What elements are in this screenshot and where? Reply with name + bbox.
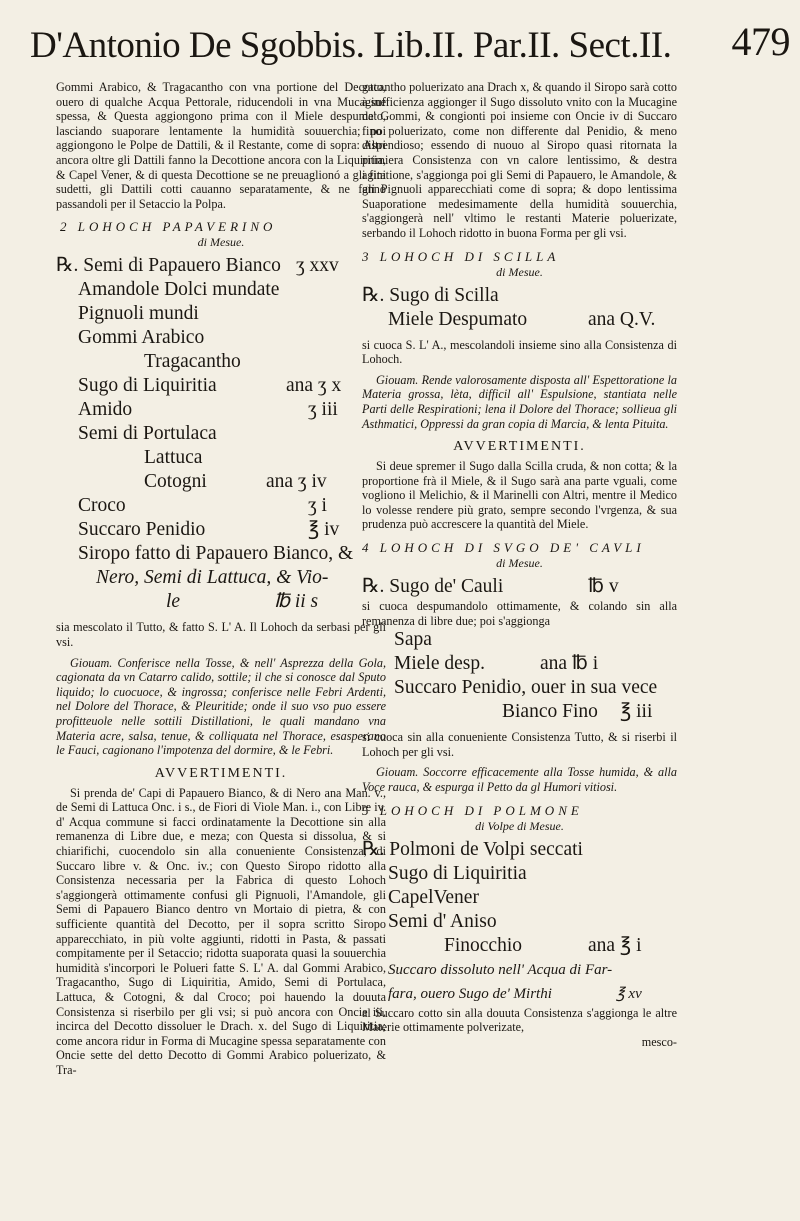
ingredient-dose: ana ℔ i xyxy=(540,653,599,675)
section-subtitle: di Mesue. xyxy=(197,235,245,250)
ingredient-name: Sugo di Liquiritia xyxy=(78,375,217,397)
ingredient-dose: ana ℥ i xyxy=(588,934,642,956)
catchword: mesco- xyxy=(641,1034,677,1049)
avvertimenti-paragraph: Si prenda de' Capi di Papauero Bianco, & di Nero ana Man. v., de Semi di Lattuca Onc. i s., de Fiori di Viole Man. i., con Libre iv. d' Acqua commune si facci ordinatamente la Decottione sin alla remanenza di Libre due, e meza; con Questa si dissolua, & si chiarifichi, cuocendolo sin alla conueniente Consistenza, di Succaro libre v. & Onc. iv.; con Questo Siropo ridotto alla Consistenza necessaria per la Fabrica di questo Lohoch s'aggiongerà ottimamente confusi gli Pignuoli, l'Amandole, gli Semi di Papauero Bianco dentro vn Mortaio di pietra, & con sufficiente quantità del Decotto, per il sopra scritto Siropo apparecchiato, in più volte aggiunti, ridotti in Pasta, & passati compitamente per il Setaccio; ridotta suaporata quasi la souuerchia humidità s'incorpori le Polueri fatte S. L' A. dal Gommi Arabico, Tragacantho, Sugo di Liquiritia, Amido, Semi di Portulaca, Lattuca, & Cotogni, & dal Croco; poi hauendo la douuta Consistenza si riserbilo per gli vsi; si può ancora con Oncie iii. incirca del Decotto dissoluer le Drach. x. del Sugo di Liquiritia; come ancora ridur in Forma di Mucagine spessa separatamente con Oncie sette del detto Decotto di Gommi Arabico poluerizato, & Tra- xyxy=(56,785,386,1077)
recipe-line xyxy=(56,302,386,326)
recipe-line xyxy=(362,958,677,982)
recipe-line xyxy=(362,934,677,958)
ingredient-name: Succaro Penidio xyxy=(78,519,206,541)
recipe-line xyxy=(56,470,386,494)
avvertimenti-paragraph: Si deue spremer il Sugo dalla Scilla cruda, & non cotta; & la proportione frà il Miele, & il Sugo sarà ana parte vguali, come vogliono il Melichio, & il Marinelli con Altri, mentre il Medico lo volesse rendere più grato, sempre secondo l'vrgenza, & sua prudenza può accrescere la quantità del Miele. xyxy=(362,459,677,532)
recipe-line xyxy=(362,284,677,308)
ingredient-name: Sugo di Liquiritia xyxy=(388,862,527,884)
ingredient-name: Lattuca xyxy=(144,447,203,469)
ingredient-name: Amandole Dolci mundate xyxy=(78,279,280,301)
avvertimenti-heading: AVVERTIMENTI. xyxy=(453,439,586,455)
recipe-line xyxy=(56,566,386,590)
recipe-line xyxy=(56,422,386,446)
recipe-line xyxy=(362,982,677,1006)
giouamento-paragraph: Giouam. Conferisce nella Tosse, & nell' Asprezza della Gola, cagionata da vn Catarro calido, sottile; il che si conosce dal Sputo liquido; lo cuocuoce, & ingrossa; conferisce nelle Febri Ardenti, nel Dolore del Thorace, & Pleuritide; onde il suo vso puo essere profitteuole nelle sottili Distillationi, le quali mandano vna Materia acre, salsa, tenue, & colliquata nel Thorace, esasperano le Fauci, cagionano l'impotenza del dormire, & le Febri. xyxy=(56,655,386,758)
ingredient-name: Pignuoli mundi xyxy=(78,303,199,325)
ingredient-name: Siropo fatto di Papauero Bianco, & xyxy=(78,543,354,565)
section-title-lohoch-cauli: 4 LOHOCH DI SVGO DE' CAVLI xyxy=(362,540,645,556)
giouamento-paragraph: Giouam. Soccorre efficacemente alla Tosse humida, & alla Voce rauca, & espurga il Petto da gl Humori vitiosi. xyxy=(362,765,677,795)
ingredient-dose: ʒ iii xyxy=(308,399,338,421)
ingredient-name: CapelVener xyxy=(388,886,479,908)
ingredient-name: Amido xyxy=(78,399,133,421)
recipe-line xyxy=(56,278,386,302)
recipe-line xyxy=(362,652,677,676)
recipe-line xyxy=(56,494,386,518)
recipe-line xyxy=(362,308,677,332)
recipe-line xyxy=(56,374,386,398)
ingredient-name: Miele Despumato xyxy=(388,308,528,330)
running-header xyxy=(30,19,790,74)
section-subtitle: di Mesue. xyxy=(496,556,543,571)
avvertimenti-heading: AVVERTIMENTI. xyxy=(154,765,288,781)
ingredient-name: ℞. Polmoni de Volpi seccati xyxy=(362,838,583,860)
ingredient-name: Semi d' Aniso xyxy=(388,910,497,932)
ingredient-name: Finocchio xyxy=(444,934,522,956)
ingredient-dose: ana ʒ iv xyxy=(266,471,327,493)
right-column xyxy=(362,80,677,1049)
recipe-line xyxy=(362,910,677,934)
recipe-list-papaverino xyxy=(56,254,386,614)
recipe-line xyxy=(56,326,386,350)
section-subtitle: di Volpe di Mesue. xyxy=(475,818,564,833)
ingredient-name: Succaro Penidio, ouer in sua vece xyxy=(394,677,658,699)
recipe-line xyxy=(56,446,386,470)
ingredient-dose: ℔ ii s xyxy=(274,591,319,613)
ingredient-name: ℞. Sugo di Scilla xyxy=(362,284,499,306)
ingredient-name: Bianco Fino xyxy=(502,701,598,723)
ingredient-name: Semi di Portulaca xyxy=(78,423,217,445)
right-intro-paragraph: gacantho poluerizato ana Drach x, & quando il Siropo sarà cotto à sufficienza aggionger il Sugo dissoluto vnito con la Mucagine de' Gommi, & congionti poi insieme con Oncie iv di Succaro fino poluerizato, come non differente dal Penidio, & meno dispendioso; essendo di nuouo al Siropo quasi ritornata la primiera Consistenza con vn calore lentissimo, & destra agitatione, s'aggionga poi gli Semi di Papauero, le Amandole, & gli Pignuoli apparecchiati come di sopra; & dopo lentissima Suaporatione medesimamente della humidità souuerchia, s'aggiongerà nell' vltimo le restanti Materie poluerizate, serbando il Lohoch ridotto in buona Forma per gli vsi. xyxy=(362,80,677,240)
left-intro-paragraph: Gommi Arabico, & Tragacantho con vna portione del Decotto, ouero di qualche Acqua Pettorale, riducendoli in vna Mucagine spessa, & Questa aggiongono prima con il Miele despumato, lasciando suaporare lentamente la humidità souuerchia; poi aggiongono le Polpe de Dattili, & il Restante, come di sopra: Altri ancora oltre gli Dattili fanno la Decottione ancora con la Liquiritia, & Capel Vener, & di questa Decottione se ne preuaglionó a gli fini sudetti, gli Dattili cotti cauanno separatamente, & ne fanno passandoli per il Setaccio la Polpa. xyxy=(56,80,386,211)
recipe-line xyxy=(362,862,677,886)
ingredient-name: Nero, Semi di Lattuca, & Vio- xyxy=(96,567,329,589)
recipe-line xyxy=(56,350,386,374)
recipe-line xyxy=(362,676,677,700)
recipe-line xyxy=(362,838,677,862)
recipe-line xyxy=(362,628,677,652)
mix-instruction: si cuoca S. L' A., mescolandoli insieme sino alla Consistenza di Lohoch. xyxy=(362,337,677,367)
section-title-lohoch-polmone: 5 LOHOCH DI POLMONE xyxy=(362,802,583,818)
ingredient-dose: ℥ iii xyxy=(620,701,653,723)
ingredient-name: Sapa xyxy=(394,629,432,651)
section-title-lohoch-papaverino: 2 LOHOCH PAPAVERINO xyxy=(60,219,277,235)
ingredient-dose: ℥ xv xyxy=(616,985,642,1002)
recipe-line xyxy=(56,590,386,614)
ingredient-name: Tragacantho xyxy=(144,351,241,373)
page-number: 479 xyxy=(731,19,790,64)
recipe-line xyxy=(362,700,677,724)
recipe-line xyxy=(56,542,386,566)
left-column xyxy=(56,80,386,1078)
ingredient-dose: ʒ xxv xyxy=(296,255,339,277)
mix-instruction: sia mescolato il Tutto, & fatto S. L' A. Il Lohoch da serbasi per gli vsi. xyxy=(56,620,386,649)
ingredient-dose: ℥ iv xyxy=(308,519,340,541)
running-title: D'Antonio De Sgobbis. Lib.II. Par.II. Sect.II. xyxy=(30,25,672,66)
ingredient-dose: ℔ v xyxy=(588,576,619,598)
section-title-lohoch-scilla: 3 LOHOCH DI SCILLA xyxy=(362,248,560,264)
section-subtitle: di Mesue. xyxy=(496,264,543,279)
recipe-line xyxy=(56,518,386,542)
recipe-line xyxy=(56,254,386,278)
mix-instruction: si cuoca despumandolo ottimamente, & colando sin alla remanenza di libre due; poi s'aggionga xyxy=(362,599,677,628)
ingredient-name: le xyxy=(166,591,181,613)
ingredient-name: Croco xyxy=(78,495,126,517)
ingredient-name: ℞. Semi di Papauero Bianco xyxy=(56,255,281,277)
closing-paragraph: al Succaro cotto sin alla douuta Consistenza s'aggionga le altre Materie ottimamente polverizate, xyxy=(362,1005,677,1035)
recipe-line xyxy=(362,575,677,599)
ingredient-name: Gommi Arabico xyxy=(78,327,205,349)
mix-instruction: si cuoca sin alla conueniente Consistenza Tutto, & si riserbi il Lohoch per gli vsi. xyxy=(362,730,677,759)
ingredient-name: Cotogni xyxy=(144,471,207,493)
recipe-line xyxy=(56,398,386,422)
ingredient-name: ℞. Sugo de' Cauli xyxy=(362,576,504,598)
ingredient-dose: ana ʒ x xyxy=(286,375,342,397)
ingredient-dose: ʒ i xyxy=(308,495,327,517)
giouamento-paragraph: Giouam. Rende valorosamente disposta all' Espettoratione la Materia grossa, lèta, difficil all' Espulsione, stantiata nelle Parti delle Respirationi; lena il Dolore del Thorace; sollieua gli Asthmatici, Oppressi da gran copia di Marcia, & lenta Pituita. xyxy=(362,372,677,431)
ingredient-dose: ana Q.V. xyxy=(588,308,656,330)
ingredient-name: fara, ouero Sugo de' Mirthi xyxy=(388,985,552,1002)
ingredient-name: Miele desp. xyxy=(394,653,485,675)
ingredient-name: Succaro dissoluto nell' Acqua di Far- xyxy=(388,961,613,978)
recipe-line xyxy=(362,886,677,910)
